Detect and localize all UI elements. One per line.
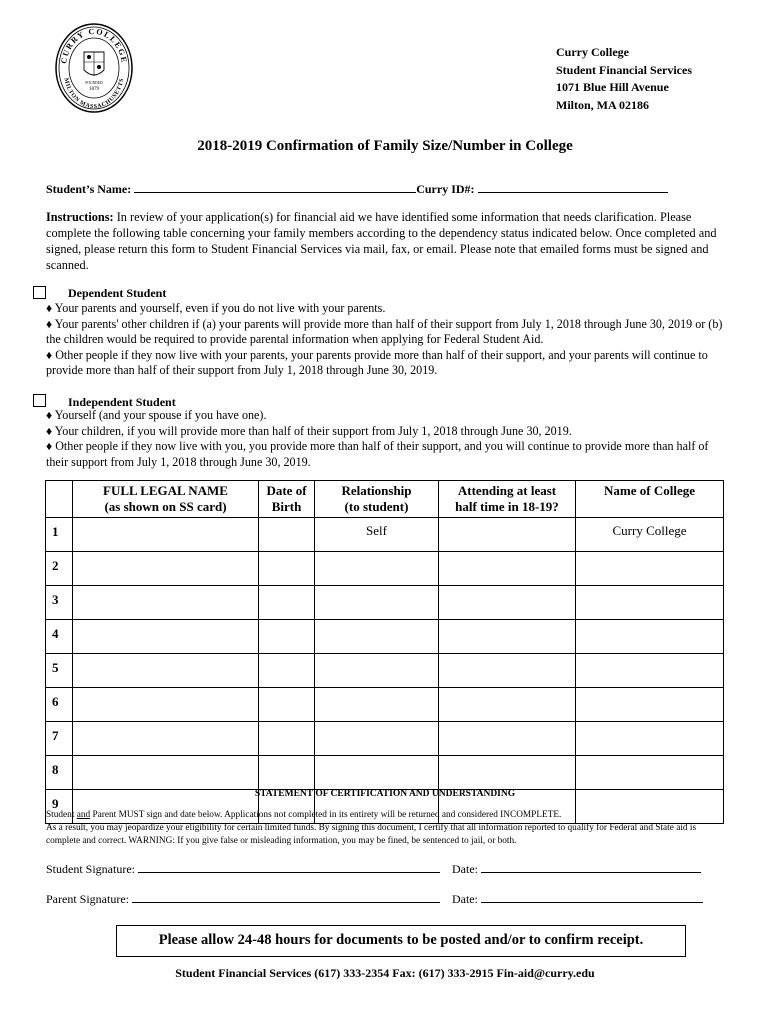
contact-footer: Student Financial Services (617) 333-2354 Fax: (617) 333-2915 Fin-aid@curry.edu [175, 966, 595, 980]
address-line: Curry College [556, 45, 629, 59]
relationship-cell[interactable] [315, 620, 439, 654]
name-cell[interactable] [73, 552, 259, 586]
relationship-cell[interactable] [315, 654, 439, 688]
table-row [46, 586, 724, 620]
relationship-cell[interactable] [315, 688, 439, 722]
attending-cell[interactable] [439, 552, 576, 586]
table-row [46, 518, 724, 552]
address-line: 1071 Blue Hill Avenue [556, 80, 669, 94]
attending-cell[interactable] [439, 518, 576, 552]
dob-cell[interactable] [259, 518, 315, 552]
row-number: 3 [46, 586, 73, 620]
college-cell[interactable] [576, 688, 724, 722]
college-seal-logo [54, 22, 134, 114]
name-cell[interactable] [73, 620, 259, 654]
header-cell [46, 481, 73, 518]
independent-heading: Independent Student [68, 395, 176, 409]
form-title: 2018-2019 Confirmation of Family Size/Number in College [197, 138, 573, 154]
header-cell: Attending at least half time in 18-19? [439, 481, 576, 518]
header-cell: Relationship (to student) [315, 481, 439, 518]
dob-cell[interactable] [259, 620, 315, 654]
student-name-label: Student’s Name: [46, 182, 132, 196]
curry-id-label: Curry ID#: [416, 182, 475, 196]
row-number: 6 [46, 688, 73, 722]
table-row [46, 552, 724, 586]
attending-cell[interactable] [439, 654, 576, 688]
curry-id-field[interactable] [478, 181, 668, 193]
dob-cell[interactable] [259, 722, 315, 756]
address-line: Student Financial Services [556, 62, 693, 77]
college-cell[interactable] [576, 552, 724, 586]
dob-cell[interactable] [259, 688, 315, 722]
parent-signature-label: Parent Signature: [46, 892, 129, 906]
student-info-line [46, 181, 668, 197]
dependent-heading: Dependent Student [68, 286, 167, 300]
attending-cell[interactable] [439, 620, 576, 654]
student-name-field[interactable] [134, 181, 416, 193]
independent-list [46, 408, 730, 470]
attending-cell[interactable] [439, 586, 576, 620]
family-table [45, 480, 724, 824]
row-number: 4 [46, 620, 73, 654]
college-address [556, 44, 692, 114]
instructions [46, 209, 728, 273]
college-cell[interactable] [576, 620, 724, 654]
svg-text:FOUNDED: FOUNDED [85, 81, 103, 85]
name-cell[interactable] [73, 654, 259, 688]
list-item: ♦ Your parents and yourself, even if you do not live with your parents. [46, 301, 386, 315]
row-number: 9 [46, 790, 73, 824]
attending-cell[interactable] [439, 722, 576, 756]
row-number: 1 [46, 518, 73, 552]
header-cell: FULL LEGAL NAME (as shown on SS card) [73, 481, 259, 518]
svg-text:MILTON MASSACHUSETTS: MILTON MASSACHUSETTS [62, 77, 126, 111]
parent-date-label: Date: [451, 892, 478, 906]
name-cell[interactable] [73, 586, 259, 620]
relationship-cell[interactable] [315, 722, 439, 756]
list-item: ♦ Your parents' other children if (a) your parents will provide more than half of their support from July 1, 2018 through June 30, 2019 or (b) the children would be required to provide parental information when applying for Federal Student Aid. [46, 316, 723, 346]
relationship-cell[interactable] [315, 586, 439, 620]
relationship-cell[interactable] [315, 756, 439, 790]
table-row [46, 756, 724, 790]
college-cell[interactable] [576, 586, 724, 620]
row-number: 2 [46, 552, 73, 586]
statement-line: As a result, you may jeopardize your eligibility for certain limited funds. By signing this document, I certify that all information reported to qualify for Federal and State aid is complete and correct. WARNING: If you give false or misleading information, you may be fined, be sentenced to jail, or both. [46, 823, 697, 846]
college-cell[interactable] [576, 756, 724, 790]
name-cell[interactable] [73, 688, 259, 722]
row-number: 7 [46, 722, 73, 756]
name-cell[interactable] [73, 722, 259, 756]
dependent-checkbox[interactable] [33, 286, 46, 299]
statement-line: Student and Parent MUST sign and date below. Applications not completed in its entirety will be returned and considered INCOMPLETE. [46, 810, 562, 820]
table-row [46, 654, 724, 688]
name-cell[interactable] [73, 756, 259, 790]
statement-text [46, 809, 726, 848]
student-signature-label: Student Signature: [46, 862, 135, 876]
name-cell[interactable] [73, 518, 259, 552]
parent-signature-field[interactable] [132, 891, 440, 903]
list-item: ♦ Other people if they now live with your parents, your parents provide more than half of their support, and your parents will continue to provide more than half of their support from July 1, 2018 through June 30, 2019. [46, 347, 708, 377]
svg-text:CURRY COLLEGE: CURRY COLLEGE [59, 26, 129, 65]
row-number: 8 [46, 756, 73, 790]
table-row [46, 688, 724, 722]
student-signature-field[interactable] [138, 861, 440, 873]
college-cell[interactable]: Curry College [576, 518, 724, 552]
student-signature-line [46, 861, 701, 877]
dob-cell[interactable] [259, 654, 315, 688]
table-row [46, 722, 724, 756]
relationship-cell[interactable]: Self [315, 518, 439, 552]
dependent-list [46, 301, 730, 379]
row-number: 5 [46, 654, 73, 688]
list-item: ♦ Your children, if you will provide more than half of their support from July 1, 2018 through June 30, 2019. [46, 423, 572, 438]
college-cell[interactable] [576, 654, 724, 688]
parent-date-field[interactable] [481, 891, 703, 903]
parent-signature-line [46, 891, 703, 907]
dob-cell[interactable] [259, 586, 315, 620]
list-item: ♦ Yourself (and your spouse if you have one). [46, 408, 267, 422]
instructions-label: Instructions: [46, 210, 114, 224]
table-row [46, 620, 724, 654]
svg-text:1879: 1879 [89, 87, 99, 92]
attending-cell[interactable] [439, 756, 576, 790]
header-cell: Name of College [576, 481, 724, 518]
address-line: Milton, MA 02186 [556, 97, 649, 112]
statement-title: STATEMENT OF CERTIFICATION AND UNDERSTANDING [254, 789, 516, 799]
student-date-label: Date: [452, 862, 478, 876]
notice-box: Please allow 24-48 hours for documents to be posted and/or to confirm receipt. [116, 925, 686, 957]
independent-checkbox[interactable] [33, 394, 46, 407]
table-header-row [46, 481, 724, 518]
college-cell[interactable] [576, 722, 724, 756]
instructions-text: In review of your application(s) for financial aid we have identified some information that needs clarification. Please complete the following table concerning your family members according to the dependency status indicated below. Once completed and signed, please return this form to Student Financial Services via mail, fax, or email. Please note that emailed forms must be signed and scanned. [46, 210, 717, 272]
list-item: ♦ Other people if they now live with you, you provide more than half of their support, and you will continue to provide more than half of their support from July 1, 2018 through June 30, 2019. [46, 439, 709, 469]
dob-cell[interactable] [259, 756, 315, 790]
header-cell: Date of Birth [259, 481, 315, 518]
student-date-field[interactable] [481, 861, 701, 873]
dob-cell[interactable] [259, 552, 315, 586]
attending-cell[interactable] [439, 688, 576, 722]
relationship-cell[interactable] [315, 552, 439, 586]
